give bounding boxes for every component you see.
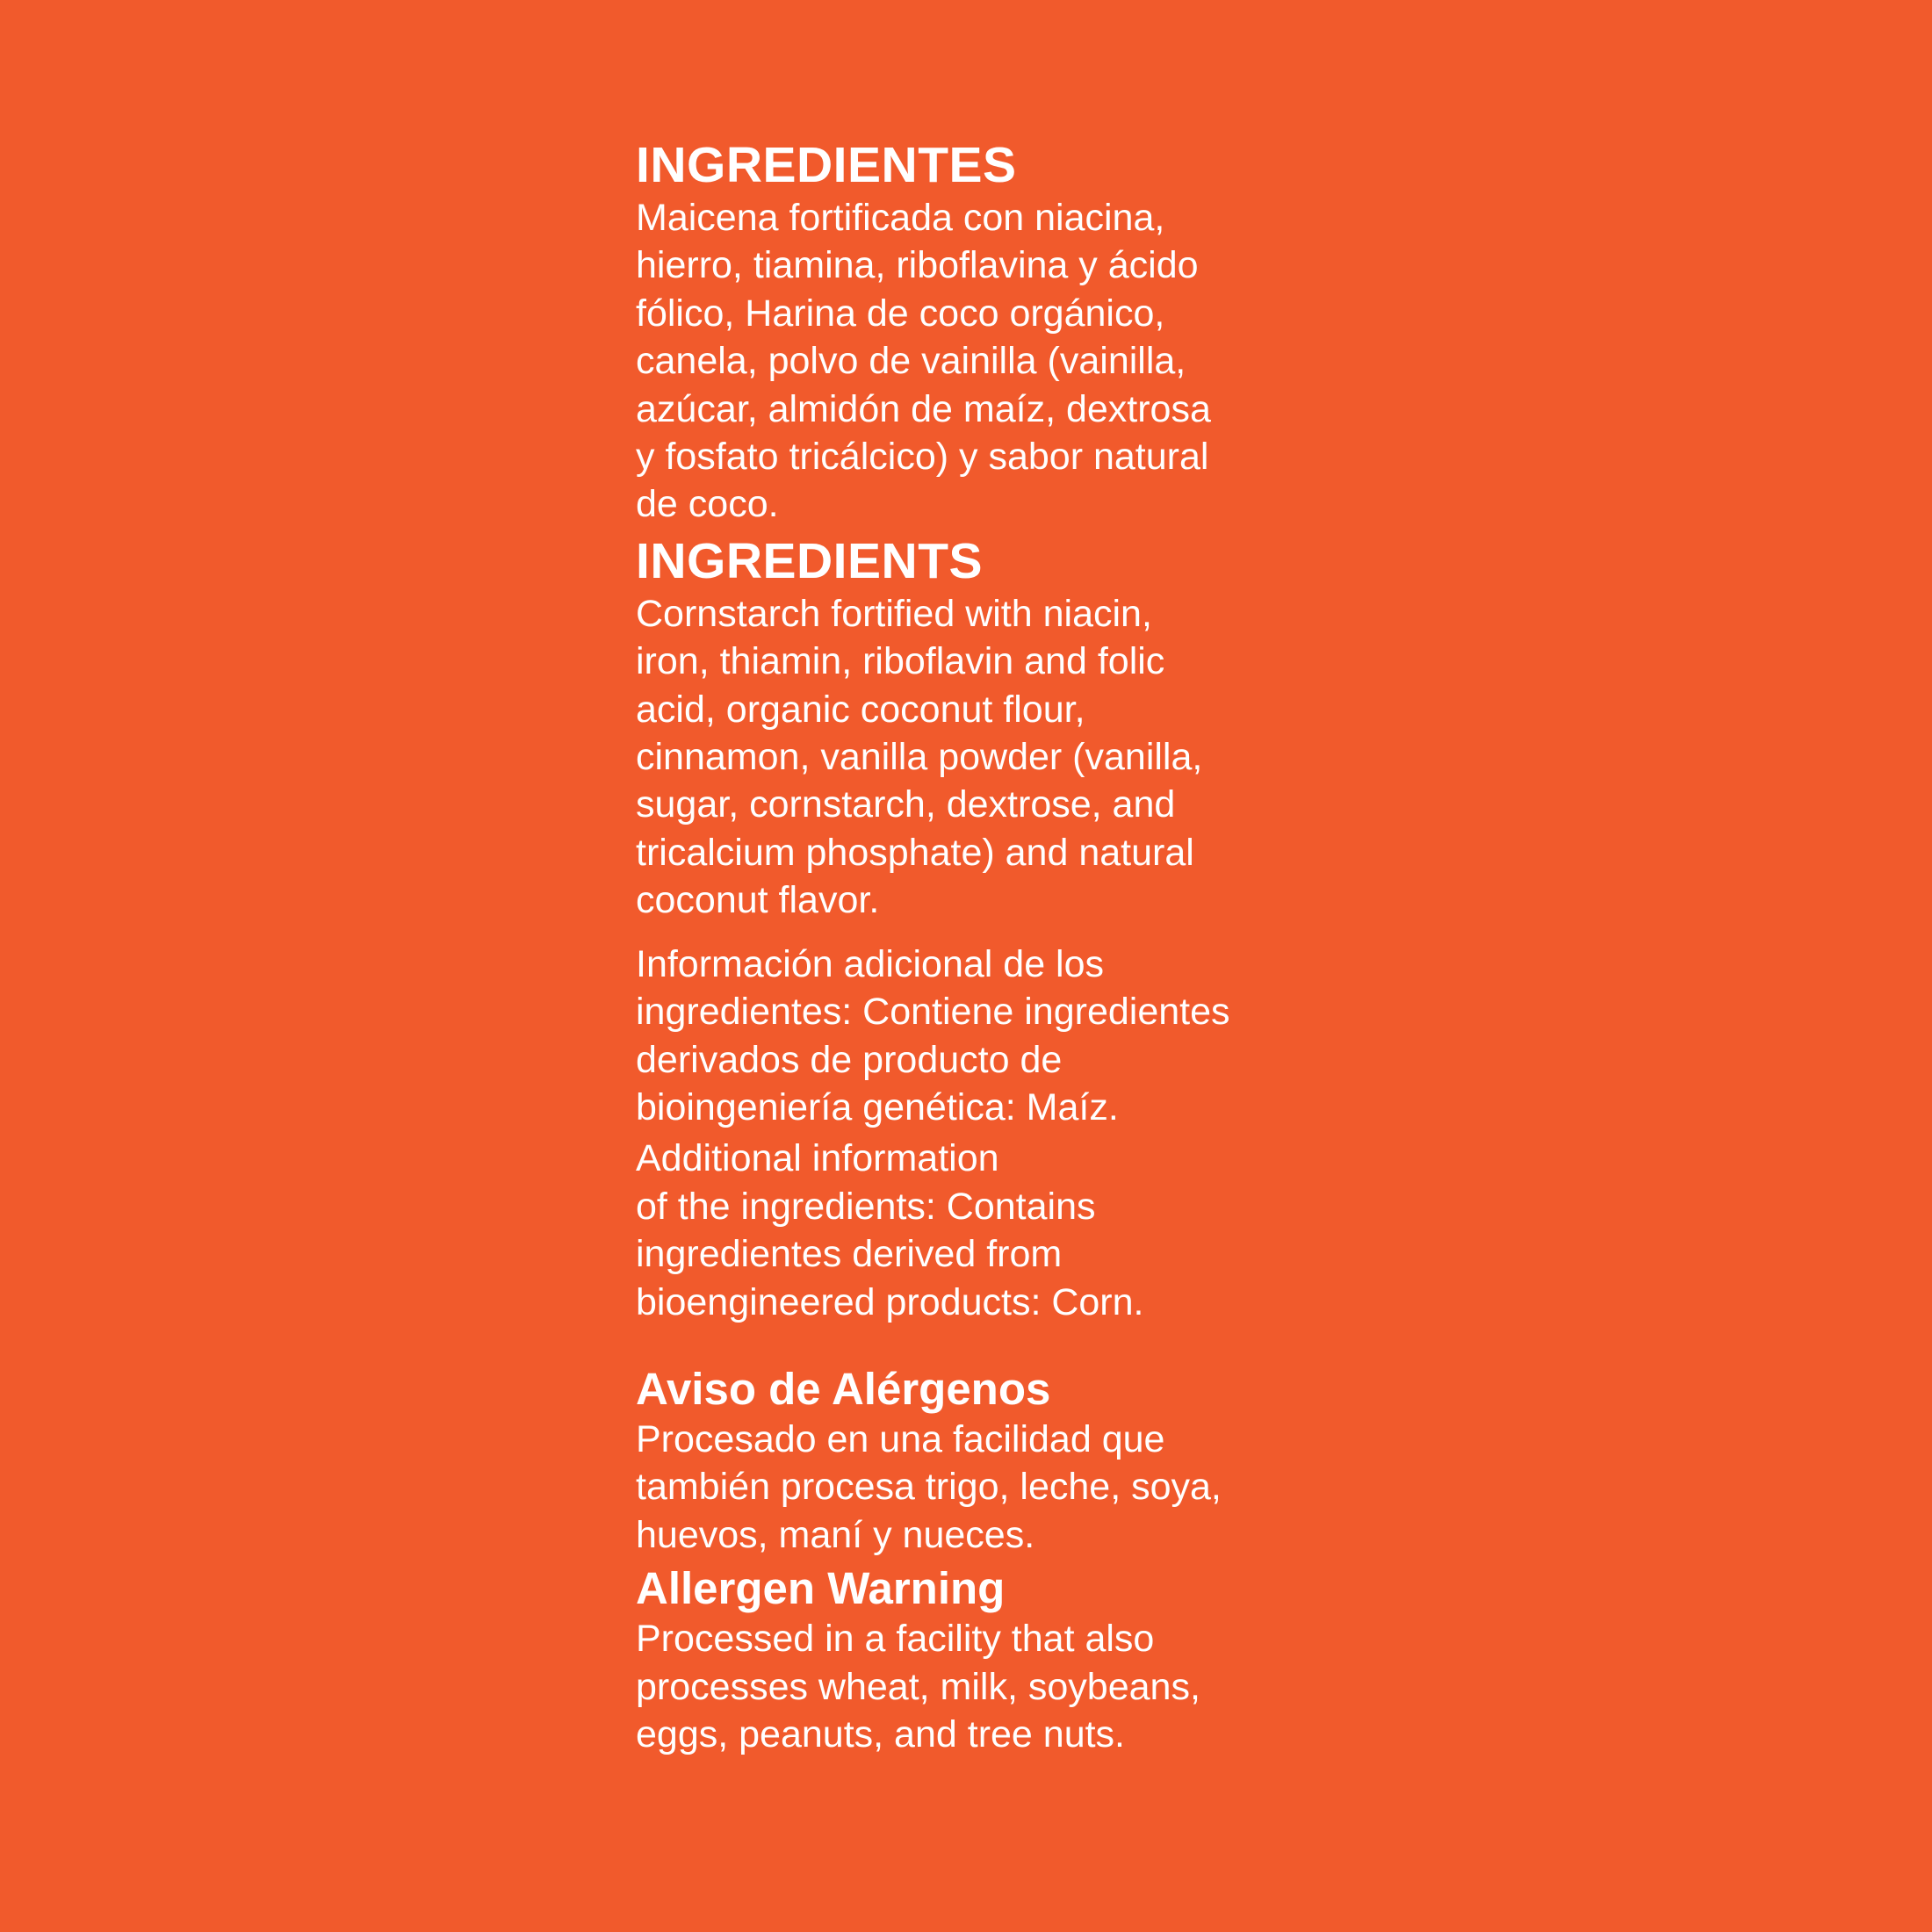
english-allergen-heading: Allergen Warning [636,1563,1006,1614]
text-line: Maicena fortificada con niacina, [636,197,1165,239]
text-line: azúcar, almidón de maíz, dextrosa [636,387,1211,430]
english-ingredients-section [636,532,1338,925]
text-line: Información adicional de los [636,942,1105,985]
english-allergen-text [636,1615,1338,1758]
text-line: tricalcium phosphate) and natural [636,831,1194,874]
spanish-allergen-text [636,1416,1338,1559]
spanish-allergen-section [636,1363,1338,1559]
text-line: Procesado en una facilidad que [636,1417,1165,1460]
text-line: cinnamon, vanilla powder (vanilla, [636,736,1203,779]
text-line: Processed in a facility that also [636,1618,1155,1661]
english-ingredients-heading: INGREDIENTS [636,532,984,589]
text-line: Additional information [636,1137,999,1180]
text-line: sugar, cornstarch, dextrose, and [636,783,1176,826]
spanish-ingredients-heading: INGREDIENTES [636,137,1017,193]
text-line: ingredientes: Contiene ingredientes [636,991,1230,1034]
text-line: bioingeniería genética: Maíz. [636,1085,1119,1128]
spanish-additional-info-text [636,941,1338,1132]
text-line: acid, organic coconut flour, [636,688,1085,731]
text-line: iron, thiamin, riboflavin and folic [636,640,1165,683]
text-line: y fosfato tricálcico) y sabor natural [636,436,1209,479]
spacer [636,925,1338,941]
text-line: canela, polvo de vainilla (vainilla, [636,340,1186,383]
spanish-ingredients-section [636,136,1338,529]
text-line: de coco. [636,483,779,526]
text-line: Cornstarch fortified with niacin, [636,592,1152,635]
text-line: derivados de producto de [636,1038,1063,1081]
text-line: of the ingredients: Contains [636,1185,1096,1228]
english-ingredients-text [636,590,1338,925]
spanish-ingredients-text [636,194,1338,529]
spanish-additional-info-section [636,941,1338,1132]
text-line: coconut flavor. [636,879,880,922]
spanish-allergen-heading: Aviso de Alérgenos [636,1363,1051,1414]
english-allergen-section [636,1562,1338,1758]
text-line: eggs, peanuts, and tree nuts. [636,1712,1126,1755]
text-line: bioengineered products: Corn. [636,1280,1144,1323]
text-line: hierro, tiamina, riboflavina y ácido [636,244,1199,287]
text-line: ingredientes derived from [636,1233,1063,1276]
english-additional-info-text [636,1135,1338,1326]
ingredients-label-panel [636,136,1338,1758]
text-line: también procesa trigo, leche, soya, [636,1466,1222,1509]
text-line: huevos, maní y nueces. [636,1513,1035,1556]
text-line: processes wheat, milk, soybeans, [636,1665,1200,1708]
text-line: fólico, Harina de coco orgánico, [636,292,1165,335]
spacer [636,1326,1338,1363]
english-additional-info-section [636,1135,1338,1326]
